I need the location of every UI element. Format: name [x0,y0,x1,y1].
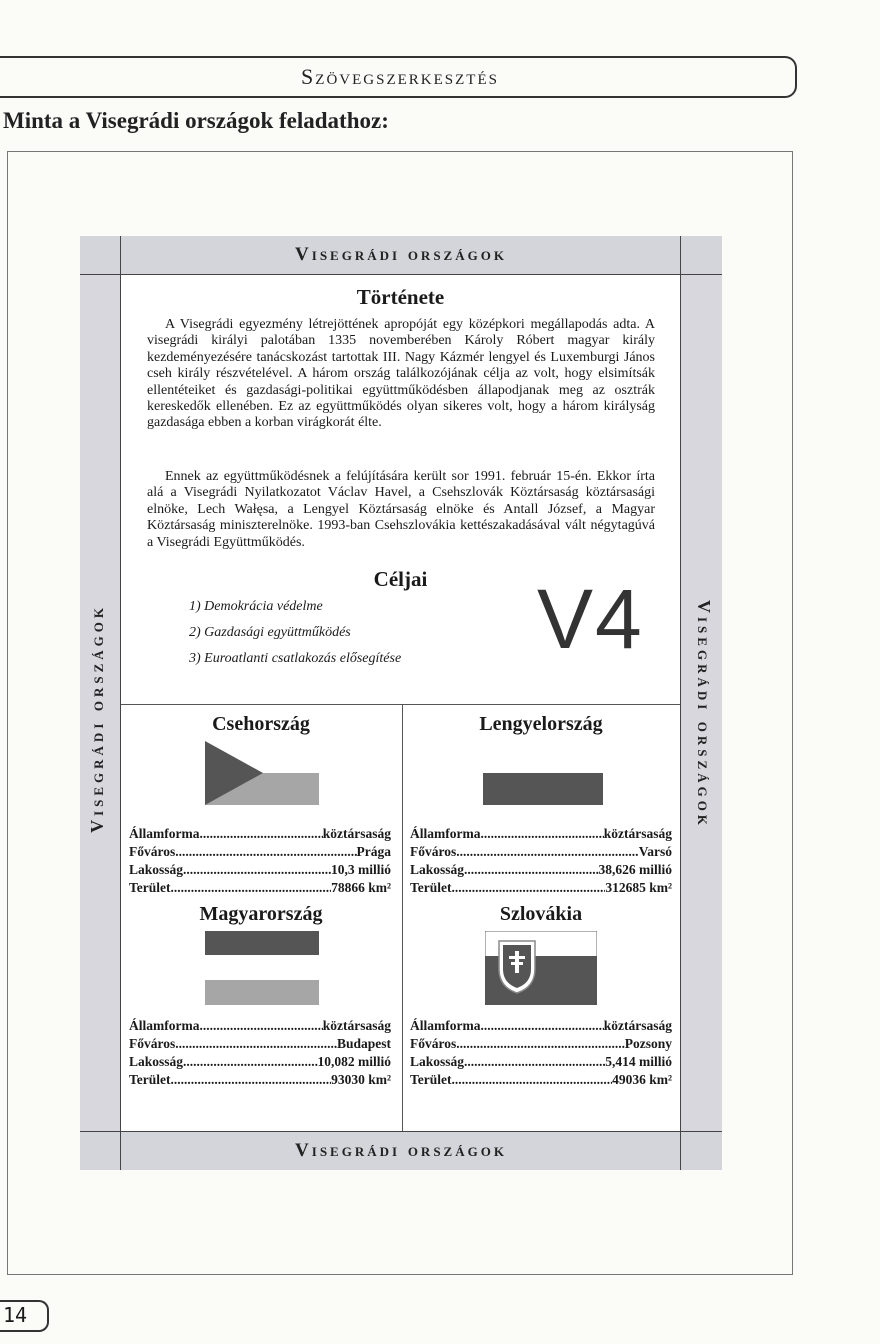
top-band-title: Visegrádi országok [80,236,722,275]
czech-flag-icon [205,741,319,805]
sample-document [80,236,722,1170]
goals-title: Céljai [373,567,428,591]
poland-flag-icon [483,741,603,805]
intro-heading: Minta a Visegrádi országok feladathoz: [3,108,389,133]
goal-item: 2) Gazdasági együttműködés [189,625,351,640]
stat-row: Lakosság ..... 5,414 millió [410,1053,672,1071]
section-divider [121,704,680,705]
stat-row: Főváros ..... Varsó [410,843,672,861]
stat-row: Főváros ..... Budapest [129,1035,391,1053]
page-number: 14 [3,1303,28,1327]
right-side-title: Visegrádi országok [694,600,714,829]
stats-poland [410,825,672,897]
country-name-slovakia: Szlovákia [499,903,583,925]
page-header-title: Szövegszerkesztés [301,64,499,89]
stat-row: Államforma ..... köztársaság [410,825,672,843]
stat-row: Lakosság ..... 10,082 millió [129,1053,391,1071]
stat-row: Terület ..... 93030 km² [129,1071,391,1089]
country-name-hungary: Magyarország [199,903,323,925]
stat-row: Főváros ..... Pozsony [410,1035,672,1053]
stat-row: Lakosság ..... 38,626 millió [410,861,672,879]
left-sidebar [80,274,121,1132]
stat-row: Terület ..... 49036 km² [410,1071,672,1089]
country-name-czech: Csehország [212,713,310,735]
content-area [121,275,680,1131]
goal-item: 1) Demokrácia védelme [189,599,323,614]
stats-slovakia [410,1017,672,1089]
stat-row: Államforma ..... köztársaság [129,1017,391,1035]
history-paragraph-2: Ennek az együttműködésnek a felújítására került sor 1991. február 15-én. Ekkor írta alá a Visegrádi Nyilatkozatot Václav Havel, a Csehszlovák Köztársaság köztársasági elnöke, Lech Wałęsa, a Lengyel Köztársaság elnöke és Antall József, a Magyar Köztársaság miniszterelnöke. 1993-ban Csehszlovákia kettészakadásával vált négytagúvá a Visegrádi Együttműködés. [147,469,655,550]
stat-row: Államforma ..... köztársaság [129,825,391,843]
hungary-flag-icon [205,931,319,1005]
stat-row: Terület ..... 312685 km² [410,879,672,897]
v4-logo: V4 [537,572,644,666]
stats-hungary [129,1017,391,1089]
history-paragraph-1: A Visegrádi egyezmény létrejöttének apropóját egy középkori megállapodás adta. A visegrádi királyi palotában 1335 novemberében Károly Róbert magyar király kezdeményezésére tanácskozást tartottak III. Nagy Kázmér lengyel és Luxemburgi János cseh király részvételével. A három ország találkozójának célja az volt, hogy elsimítsák ellentéteiket és gazdasági-politikai együttműködésben állapodjanak meg az osztrák kereskedők ellenében. Ez az együttműködés olyan sikeres volt, hogy a három királyság gazdasága ebben a korban virágkorát élte. [147,317,655,431]
left-side-title: Visegrádi országok [87,604,107,833]
stat-row: Lakosság ..... 10,3 millió [129,861,391,879]
history-title: Története [356,285,445,309]
goal-item: 3) Euroatlanti csatlakozás elősegítése [189,651,402,666]
slovakia-flag-icon [485,931,597,1005]
stat-row: Államforma ..... köztársaság [410,1017,672,1035]
column-divider [402,704,403,1131]
bottom-band-title: Visegrádi országok [80,1131,722,1170]
country-name-poland: Lengyelország [479,713,603,735]
stat-row: Terület ..... 78866 km² [129,879,391,897]
stats-czech [129,825,391,897]
right-sidebar [680,274,722,1132]
stat-row: Főváros ..... Prága [129,843,391,861]
